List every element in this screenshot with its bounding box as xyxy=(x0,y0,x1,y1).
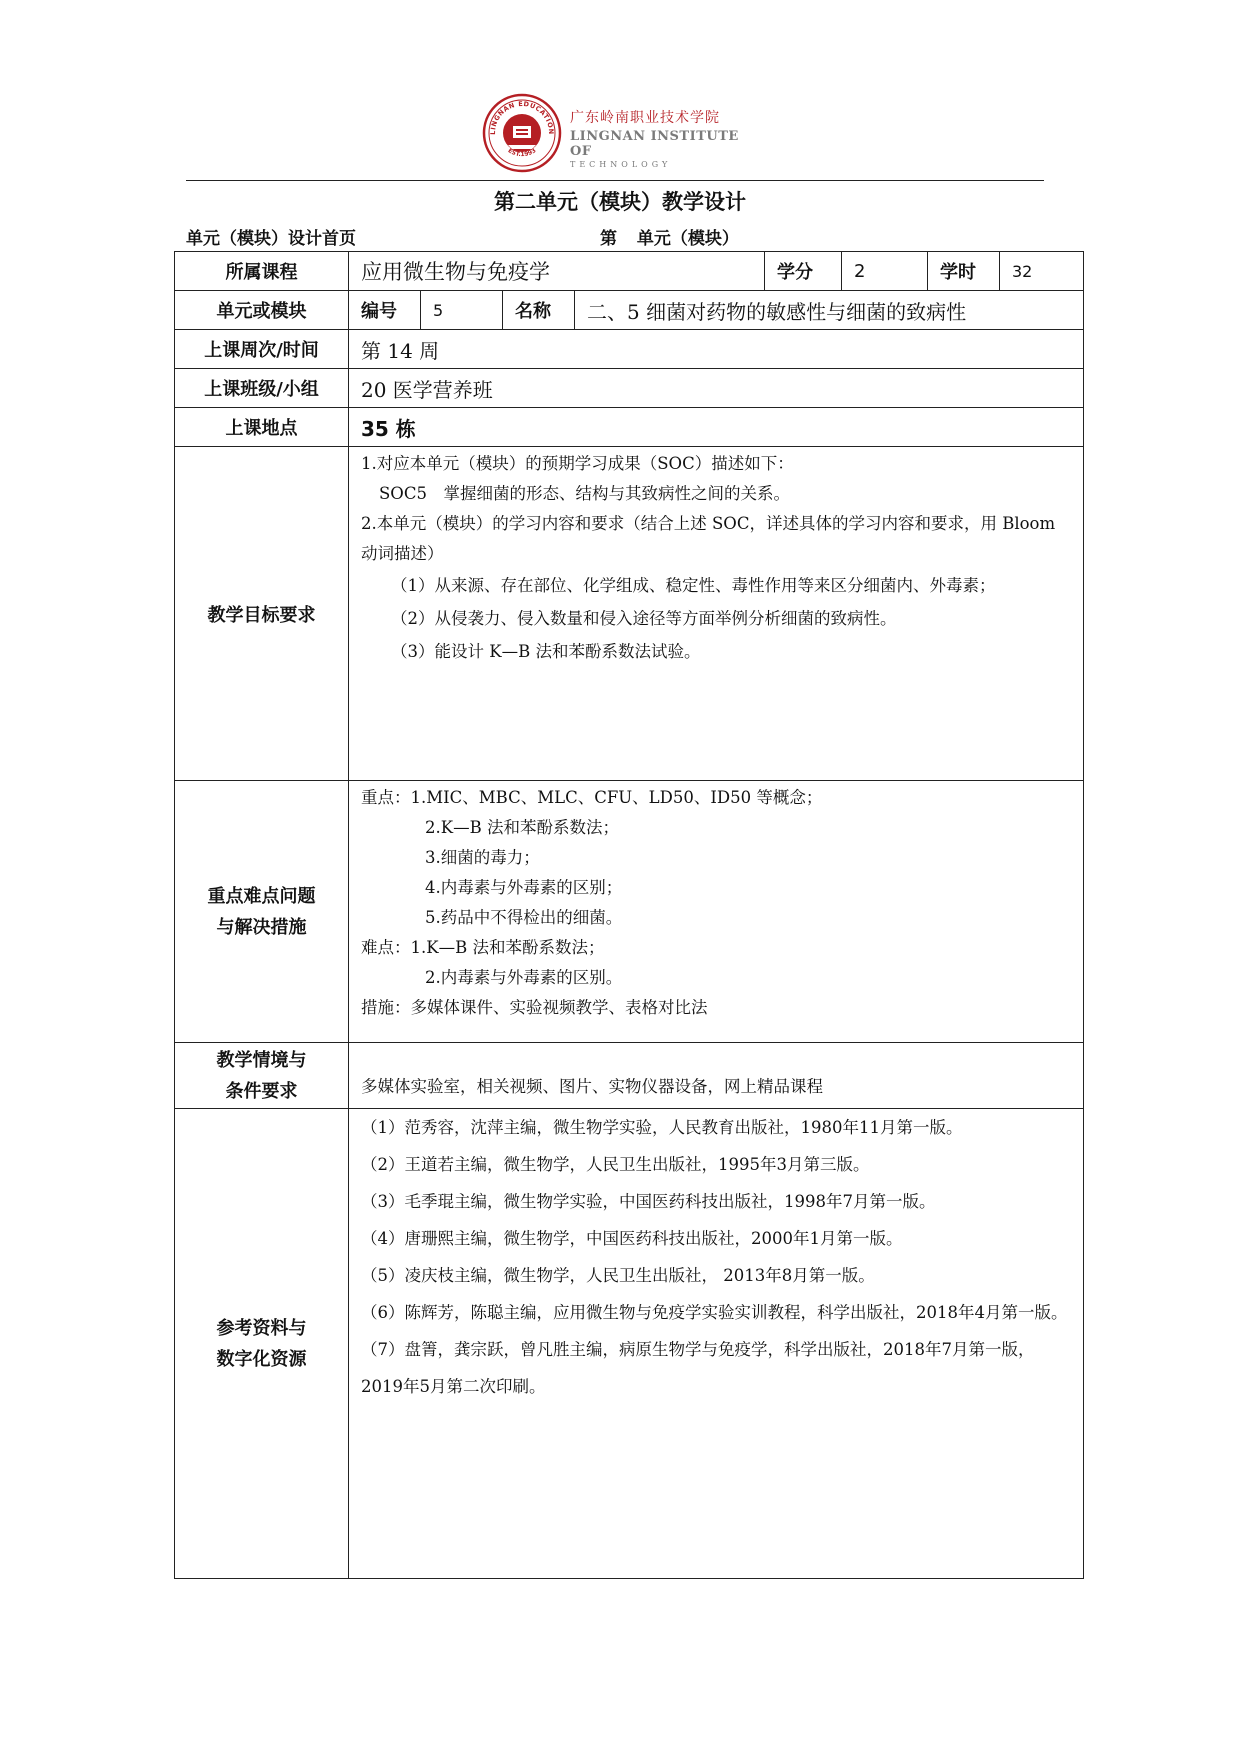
row-unit xyxy=(175,291,1084,330)
seal-top-text: LINGNAN EDUCATION xyxy=(488,99,556,135)
subheader-left: 单元（模块）设计首页 xyxy=(186,229,356,249)
value-key-points xyxy=(349,781,1084,1043)
objective-line: 1.对应本单元（模块）的预期学习成果（SOC）描述如下： xyxy=(361,454,794,473)
institution-name-en-2: TECHNOLOGY xyxy=(570,160,672,169)
label-key-points-line2: 与解决措施 xyxy=(216,916,307,938)
key-point-line: 3.细菌的毒力； xyxy=(425,848,540,867)
label-context-line2: 条件要求 xyxy=(225,1080,298,1102)
label-key-points-line1: 重点难点问题 xyxy=(207,885,316,907)
label-week: 上课周次/时间 xyxy=(175,330,349,369)
label-class: 上课班级/小组 xyxy=(175,369,349,408)
seal-bottom-text: EST.1993 xyxy=(506,147,538,159)
subheader-right: 第 单元（模块） xyxy=(600,229,739,249)
row-references xyxy=(175,1109,1084,1579)
value-context xyxy=(349,1043,1084,1109)
label-context-line1: 教学情境与 xyxy=(216,1049,307,1071)
value-unit-name: 二、5 细菌对药物的敏感性与细菌的致病性 xyxy=(575,291,1084,330)
key-point-line: 难点：1.K—B 法和苯酚系数法； xyxy=(361,938,605,957)
label-unit-name: 名称 xyxy=(503,291,575,330)
label-key-points xyxy=(175,781,349,1043)
key-point-line: 2.内毒素与外毒素的区别。 xyxy=(425,968,623,987)
label-references-line1: 参考资料与 xyxy=(216,1317,307,1339)
objective-line: （1）从来源、存在部位、化学组成、稳定性、毒性作用等来区分细菌内、外毒素； xyxy=(391,576,996,595)
value-week: 第 14 周 xyxy=(349,330,1084,369)
objective-line: SOC5 掌握细菌的形态、结构与其致病性之间的关系。 xyxy=(379,484,790,503)
header-divider xyxy=(186,180,1044,181)
row-objectives xyxy=(175,447,1084,781)
row-key-points xyxy=(175,781,1084,1043)
value-references xyxy=(349,1109,1084,1579)
reference-item: （6）陈辉芳，陈聪主编，应用微生物与免疫学实验实训教程，科学出版社，2018年4月第一版。 xyxy=(361,1303,1068,1322)
label-context xyxy=(175,1043,349,1109)
seal-icon xyxy=(482,93,562,173)
document-title: 第二单元（模块）教学设计 xyxy=(494,190,746,214)
key-point-line: 重点：1.MIC、MBC、MLC、CFU、LD50、ID50 等概念； xyxy=(361,788,823,807)
key-point-line: 2.K—B 法和苯酚系数法； xyxy=(425,818,619,837)
label-location: 上课地点 xyxy=(175,408,349,447)
reference-item: （1）范秀容，沈萍主编，微生物学实验，人民教育出版社，1980年11月第一版。 xyxy=(361,1118,963,1137)
label-references xyxy=(175,1109,349,1579)
reference-item: （4）唐珊熙主编，微生物学，中国医药科技出版社，2000年1月第一版。 xyxy=(361,1229,903,1248)
value-unit-number: 5 xyxy=(421,291,503,330)
row-week xyxy=(175,330,1084,369)
label-references-line2: 数字化资源 xyxy=(216,1348,307,1370)
key-point-line: 5.药品中不得检出的细菌。 xyxy=(425,908,623,927)
row-location xyxy=(175,408,1084,447)
label-objectives: 教学目标要求 xyxy=(175,447,349,781)
label-unit-number: 编号 xyxy=(349,291,421,330)
label-hours: 学时 xyxy=(928,252,1000,291)
key-point-line: 措施：多媒体课件、实验视频教学、表格对比法 xyxy=(361,998,708,1017)
reference-item: （7）盘箐，龚宗跃，曾凡胜主编，病原生物学与免疫学，科学出版社，2018年7月第一版，2019年5月第二次印刷。 xyxy=(361,1340,1035,1396)
label-course: 所属课程 xyxy=(175,252,349,291)
context-text: 多媒体实验室，相关视频、图片、实物仪器设备，网上精品课程 xyxy=(361,1077,823,1096)
row-context xyxy=(175,1043,1084,1109)
row-course xyxy=(175,252,1084,291)
reference-item: （2）王道若主编，微生物学，人民卫生出版社，1995年3月第三版。 xyxy=(361,1155,870,1174)
objective-line: 2.本单元（模块）的学习内容和要求（结合上述 SOC，详述具体的学习内容和要求，用 Bloom 动词描述） xyxy=(361,514,1056,563)
design-table xyxy=(174,251,1084,1579)
value-credit: 2 xyxy=(842,252,928,291)
label-credit: 学分 xyxy=(765,252,842,291)
reference-item: （3）毛季琨主编，微生物学实验，中国医药科技出版社，1998年7月第一版。 xyxy=(361,1192,936,1211)
institution-name-cn: 广东岭南职业技术学院 xyxy=(570,110,720,126)
value-class: 20 医学营养班 xyxy=(349,369,1084,408)
value-hours: 32 xyxy=(1000,252,1084,291)
institution-name-en: LINGNAN INSTITUTE OF xyxy=(570,129,739,159)
label-unit: 单元或模块 xyxy=(175,291,349,330)
value-objectives xyxy=(349,447,1084,781)
row-class xyxy=(175,369,1084,408)
objective-line: （2）从侵袭力、侵入数量和侵入途径等方面举例分析细菌的致病性。 xyxy=(391,609,897,628)
institution-logo xyxy=(482,93,752,173)
reference-item: （5）凌庆枝主编，微生物学，人民卫生出版社， 2013年8月第一版。 xyxy=(361,1266,875,1285)
objective-line: （3）能设计 K—B 法和苯酚系数法试验。 xyxy=(391,642,701,661)
key-point-line: 4.内毒素与外毒素的区别； xyxy=(425,878,623,897)
value-location: 35 栋 xyxy=(349,408,1084,447)
value-course: 应用微生物与免疫学 xyxy=(349,252,765,291)
